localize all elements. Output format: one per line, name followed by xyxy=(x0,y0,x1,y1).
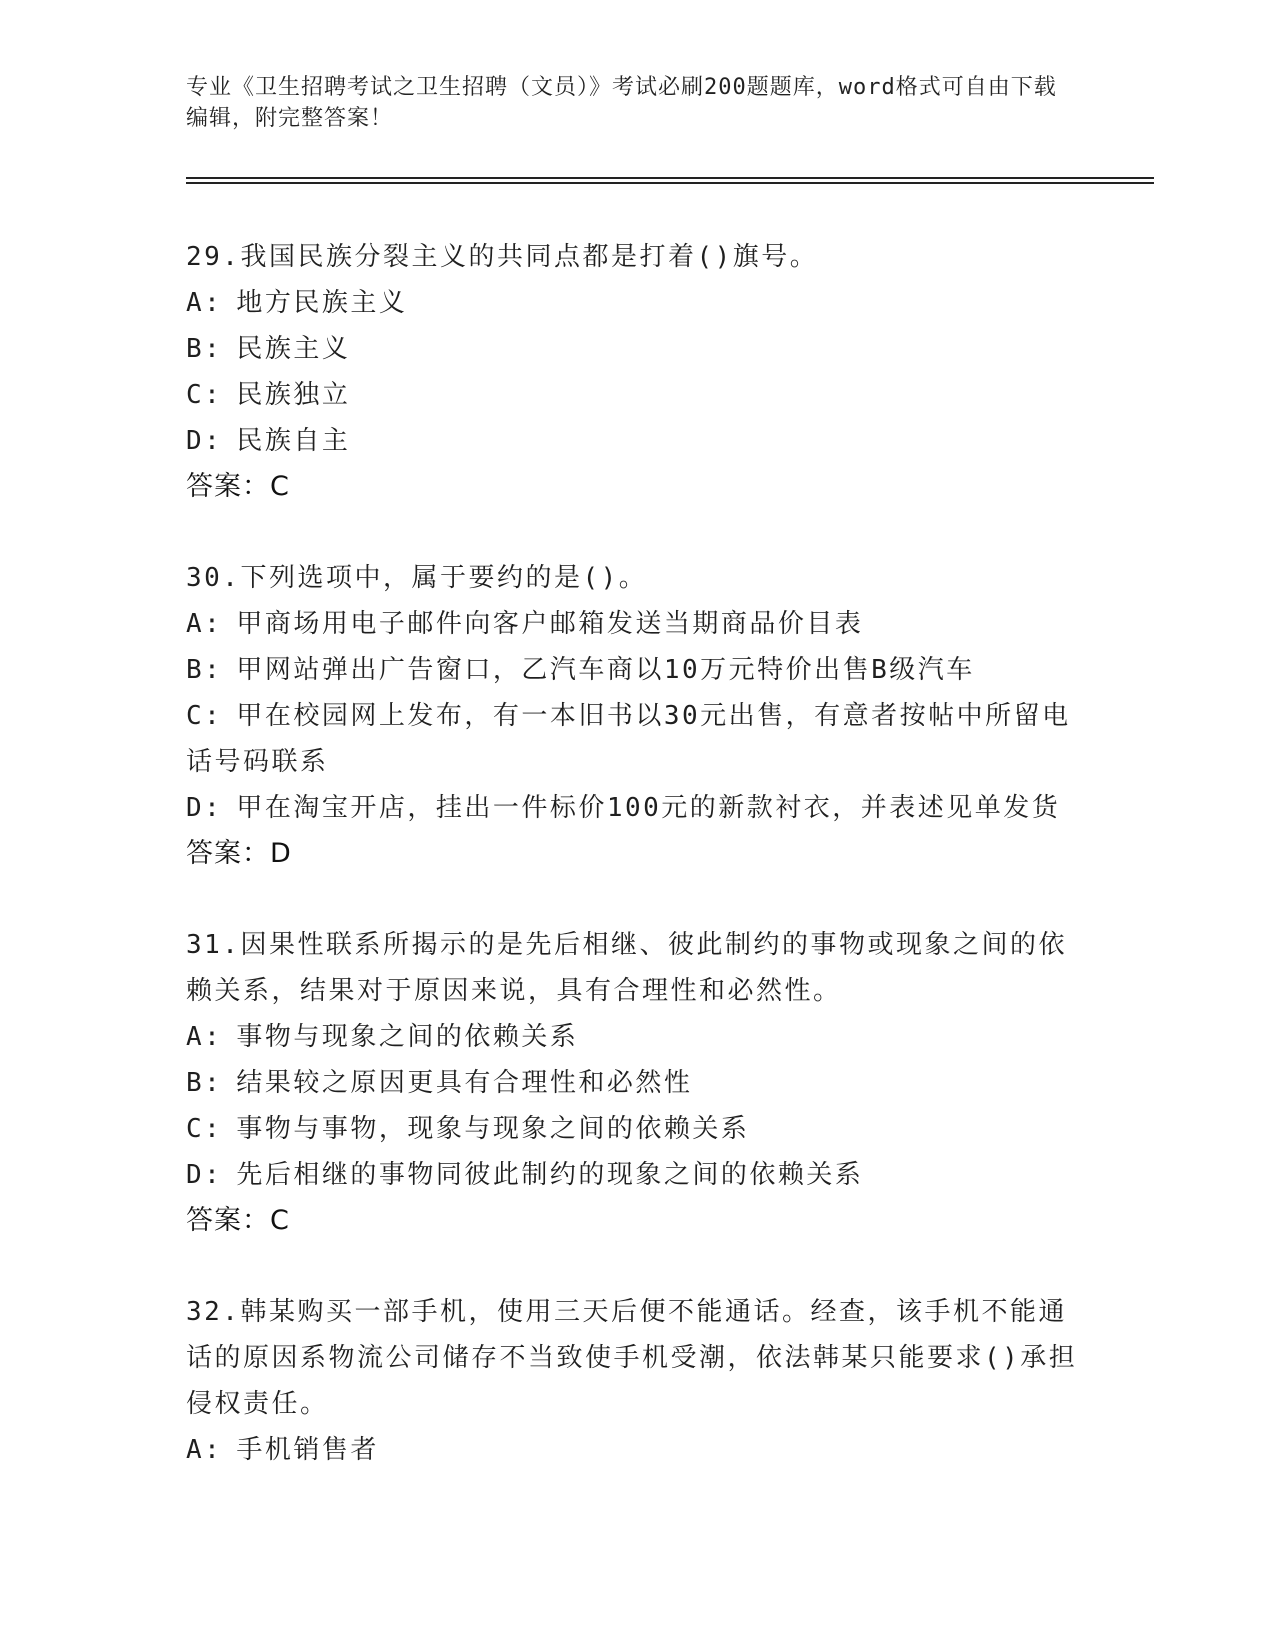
option-key: D: xyxy=(186,426,223,456)
header-divider-bottom xyxy=(186,182,1154,184)
option-key: B: xyxy=(186,1068,223,1098)
option-text: 甲网站弹出广告窗口，乙汽车商以10万元特价出售B级汽车 xyxy=(236,655,975,685)
option-text: 甲在校园网上发布，有一本旧书以30元出售，有意者按帖中所留电话号码联系 xyxy=(186,701,1071,777)
option-a xyxy=(186,601,1086,647)
answer-label: 答案：C xyxy=(186,471,290,502)
option-key: A: xyxy=(186,288,223,318)
question-30 xyxy=(186,555,1086,877)
option-c xyxy=(186,1106,1086,1152)
option-text: 手机销售者 xyxy=(236,1435,379,1465)
option-key: A: xyxy=(186,1022,223,1052)
option-text: 民族自主 xyxy=(236,426,351,456)
option-c xyxy=(186,372,1086,418)
answer-label: 答案：D xyxy=(186,838,292,869)
header-divider-top xyxy=(186,177,1154,179)
option-d xyxy=(186,785,1086,831)
option-key: A: xyxy=(186,1435,223,1465)
option-text: 甲在淘宝开店，挂出一件标价100元的新款衬衣，并表述见单发货 xyxy=(236,793,1061,823)
option-c xyxy=(186,693,1086,785)
option-text: 先后相继的事物同彼此制约的现象之间的依赖关系 xyxy=(236,1160,864,1190)
question-32 xyxy=(186,1289,1086,1473)
option-key: D: xyxy=(186,1160,223,1190)
answer-label: 答案：C xyxy=(186,1205,290,1236)
document-intro: 专业《卫生招聘考试之卫生招聘（文员）》考试必刷200题题库，word格式可自由下载编辑，附完整答案！ xyxy=(186,75,1057,131)
question-list xyxy=(186,234,1086,1518)
option-text: 甲商场用电子邮件向客户邮箱发送当期商品价目表 xyxy=(236,609,864,639)
option-text: 事物与现象之间的依赖关系 xyxy=(236,1022,579,1052)
option-text: 地方民族主义 xyxy=(236,288,408,318)
option-text: 民族主义 xyxy=(236,334,351,364)
option-text: 民族独立 xyxy=(236,380,351,410)
option-b xyxy=(186,1060,1086,1106)
option-key: B: xyxy=(186,655,223,685)
option-b xyxy=(186,647,1086,693)
question-stem: 29.我国民族分裂主义的共同点都是打着()旗号。 xyxy=(186,242,819,272)
question-31 xyxy=(186,922,1086,1244)
question-29 xyxy=(186,234,1086,510)
option-text: 结果较之原因更具有合理性和必然性 xyxy=(236,1068,693,1098)
option-d xyxy=(186,1152,1086,1198)
option-text: 事物与事物，现象与现象之间的依赖关系 xyxy=(236,1114,750,1144)
option-key: C: xyxy=(186,380,223,410)
option-d xyxy=(186,418,1086,464)
option-a xyxy=(186,280,1086,326)
question-stem: 32.韩某购买一部手机，使用三天后便不能通话。经查，该手机不能通话的原因系物流公司储存不当致使手机受潮，依法韩某只能要求()承担侵权责任。 xyxy=(186,1297,1078,1419)
option-a xyxy=(186,1427,1086,1473)
question-stem: 30.下列选项中，属于要约的是()。 xyxy=(186,563,648,593)
option-key: D: xyxy=(186,793,223,823)
option-key: B: xyxy=(186,334,223,364)
option-b xyxy=(186,326,1086,372)
option-a xyxy=(186,1014,1086,1060)
option-key: A: xyxy=(186,609,223,639)
question-stem: 31.因果性联系所揭示的是先后相继、彼此制约的事物或现象之间的依赖关系，结果对于原因来说，具有合理性和必然性。 xyxy=(186,930,1067,1006)
option-key: C: xyxy=(186,1114,223,1144)
option-key: C: xyxy=(186,701,223,731)
